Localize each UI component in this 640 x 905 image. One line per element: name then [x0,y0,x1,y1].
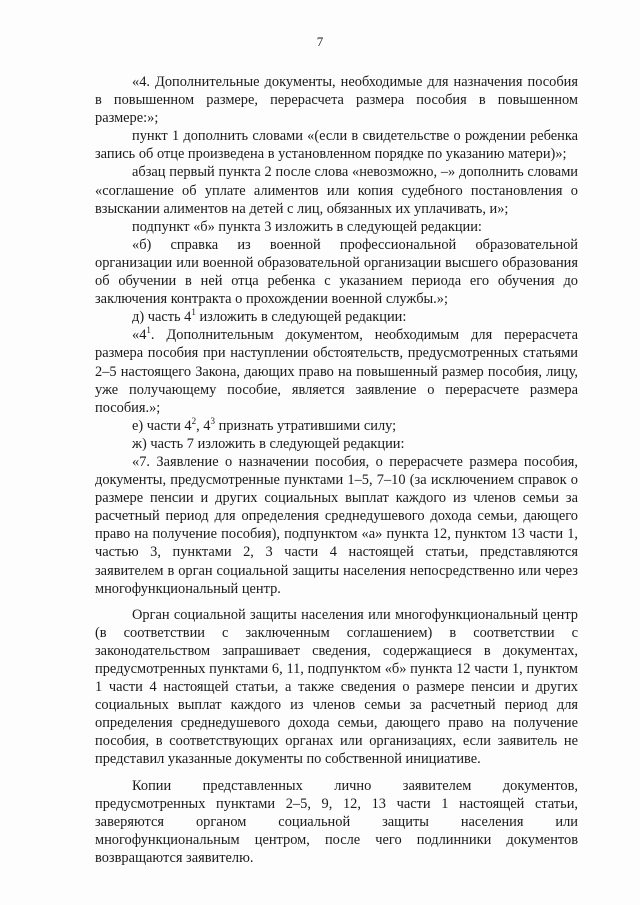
superscript: 3 [210,415,215,426]
paragraph: «б) справка из военной профессиональной образовательной организации или военной образовательной организации высшего образования об обучении в ней отца ребенка с указанием периода его обучения до заключения контракта о прохождении военной службы.»; [95,236,578,308]
paragraph: д) часть $4^1$ изложить в следующей редакции: [132,307,407,326]
paragraph: е) части $4^2$, $4^3$ признать утратившими силу; [132,415,397,434]
paragraph: «7. Заявление о назначении пособия, о перерасчете размера пособия, документы, предусмотренные пунктами 1–5, 7–10 (за исключением справок о размере пенсии и других социальных выплат каждого из членов семьи за расчетный период для определения среднедушевого дохода семьи, дающего право на получение пособия), подпунктом «а» пункта 12, пунктом 13 части 1, частью 3, пунктами 2, 3 части 4 настоящей статьи, представляются заявителем в орган социальной защиты населения непосредственно или через многофункциональный центр. [95,453,578,597]
paragraph: абзац первый пункта 2 после слова «невозможно, –» дополнить словами «соглашение об уплате алиментов или копия судебного постановления о взыскании алиментов на детей с лиц, обязанных их уплачивать, и»; [95,164,578,217]
superscript: 1 [191,307,196,318]
paragraph: «4. Дополнительные документы, необходимые для назначения пособия в повышенном размере, перерасчета размера пособия в повышенном размере:»; [95,74,578,127]
paragraph: пункт 1 дополнить словами «(если в свидетельстве о рождении ребенка запись об отце произведена в установленном порядке по указанию матери)»; [95,128,578,163]
document-body [95,73,578,867]
paragraph: «$4^1$. Дополнительным документом, необходимым для перерасчета размера пособия при наступлении обстоятельств, предусмотренных статьями 2–5 настоящего Закона, дающих право на повышенный размер пособия, лицу, уже получающему пособие, является заявление о перерасчете размера пособия.»; [95,325,578,416]
page-number: 7 [316,34,324,49]
paragraph: подпункт «б» пункта 3 изложить в следующей редакции: [132,218,482,235]
paragraph: Копии представленных лично заявителем документов, предусмотренных пунктами 2–5, 9, 12, 13 части 1 настоящей статьи, заверяются органом социальной защиты населения или многофункциональным центром, после чего подлинники документов возвращаются заявителю. [95,777,578,866]
paragraph: Орган социальной защиты населения или многофункциональный центр (в соответствии с заключенным соглашением) в соответствии с законодательством запрашивает сведения, содержащиеся в документах, предусмотренных пунктами 6, 11, подпунктом «б» пункта 12 части 1, пунктом 1 части 4 настоящей статьи, а также сведения о размере пенсии и других социальных выплат каждого из членов семьи за расчетный период для определения среднедушевого дохода семьи, дающего право на получение пособия, в соответствующих органах или организациях, если заявитель не представил указанные документы по собственной инициативе. [95,606,578,768]
superscript: 1 [146,325,151,336]
paragraph: ж) часть 7 изложить в следующей редакции: [132,435,405,452]
superscript: 2 [191,415,197,426]
